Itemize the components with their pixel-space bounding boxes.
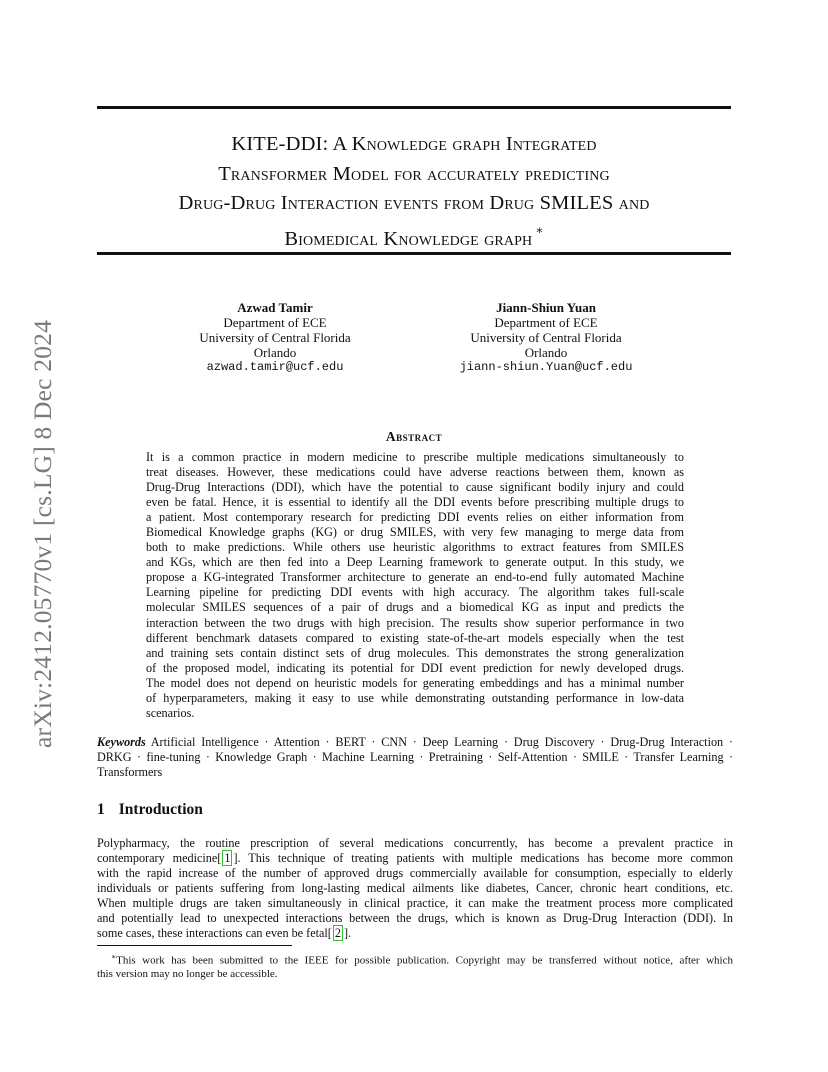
author-block	[145, 300, 405, 375]
intro-line: and potentially lead to unexpected interactions between the drugs, which is known as Drug-Drug Interaction (DDI). In	[97, 911, 733, 926]
title-rule-bottom	[97, 252, 731, 255]
author-block	[416, 300, 676, 375]
abstract-line: both to make predictions. While others use heuristic algorithms to extract features from SMILES	[146, 540, 684, 555]
section-title: Introduction	[118, 801, 203, 818]
abstract-line: It is a common practice in modern medicine to prescribe multiple medications simultaneously to	[146, 450, 684, 464]
keywords-block	[97, 735, 733, 780]
intro-line: Polypharmacy, the routine prescription of several medications concurrently, has become a prevalent practice in	[97, 836, 733, 850]
keywords-line: Transformers	[97, 765, 163, 780]
abstract-line: Learning pipeline for predicting DDI events with high accuracy. The algorithm takes full-scale	[146, 585, 684, 600]
author-university: University of Central Florida	[470, 330, 622, 345]
author-department: Department of ECE	[223, 315, 327, 330]
abstract-line: and KGs, which are then fed into a Deep Learning framework to generate output. In this study, we	[146, 555, 684, 570]
title-line-3: Drug-Drug Interaction events from Drug SMILES and	[178, 192, 650, 214]
abstract-line: treat diseases. However, these medications could have adverse reactions between them, known as	[146, 465, 684, 480]
abstract-line: molecular SMILES sequences of a pair of drugs and a biomedical KG as input and predicts the	[146, 600, 684, 615]
author-department: Department of ECE	[494, 315, 598, 330]
keywords-line: Keywords Artificial Intelligence · Attention · BERT · CNN · Deep Learning · Drug Discovery · Drug-Drug Interaction ·	[97, 735, 733, 749]
keywords-label: Keywords	[97, 735, 146, 749]
abstract-body	[146, 450, 684, 721]
author-name: Jiann-Shiun Yuan	[496, 300, 596, 315]
paper-title	[92, 130, 736, 254]
author-city: Orlando	[253, 345, 297, 360]
footnote-mark: ∗	[111, 952, 117, 961]
footnote	[97, 950, 733, 982]
abstract-line: a patient. Most contemporary research for predicting DDI events relies on either information from	[146, 510, 684, 525]
citation-link[interactable]: 1	[224, 851, 231, 866]
keywords-line: DRKG · fine-tuning · Knowledge Graph · Machine Learning · Pretraining · Self-Attention · SMILE · Transfer Learning ·	[97, 750, 733, 765]
title-line-4: Biomedical Knowledge graph ∗	[284, 222, 544, 250]
intro-line: with the rapid increase of the number of approved drugs commercially available for consumption, especially to elderly	[97, 866, 733, 881]
title-line-2: Transformer Model for accurately predicting	[218, 162, 610, 185]
abstract-line: scenarios.	[146, 705, 195, 720]
abstract-line: Biomedical Knowledge graphs (KG) or drug SMILES, with very few managing to merge data from	[146, 525, 684, 540]
title-rule-top	[97, 106, 731, 109]
arxiv-identifier: arXiv:2412.05770v1 [cs.LG] 8 Dec 2024	[28, 319, 57, 748]
introduction-body	[97, 836, 733, 941]
abstract-line: The model does not depend on heuristic models for generating embeddings and has a minimal number	[146, 675, 684, 690]
section-heading	[97, 801, 203, 819]
abstract-line: even be fatal. Hence, it is essential to identify all the DDI events before prescribing multiple drugs to	[146, 495, 684, 510]
author-email[interactable]: azwad.tamir@ucf.edu	[206, 360, 344, 374]
abstract-line: of the proposed model, indicating its potential for DDI event prediction for newly developed drugs.	[146, 660, 684, 675]
abstract-line: propose a KG-integrated Transformer architecture to generate an end-to-end fully automated Machine	[146, 570, 684, 585]
footnote-line: this version may no longer be accessible.	[97, 968, 278, 981]
author-name: Azwad Tamir	[237, 300, 313, 315]
footnote-line: ∗This work has been submitted to the IEEE for possible publication. Copyright may be transferred without notice, after which	[111, 952, 733, 967]
intro-line: When multiple drugs are taken simultaneously in clinical practice, it can make the treatment process more complicated	[97, 896, 733, 911]
abstract-line: interaction between the two drugs with high precision. The results show superior performance in two	[146, 615, 684, 630]
footnote-rule	[97, 945, 292, 946]
intro-line: individuals or patients suffering from long-lasting medical ailments like diabetes, Cancer, chronic heart conditions, etc.	[97, 881, 733, 896]
abstract-line: and training sets contain distinct sets of drug molecules. This demonstrates the strong generalization	[146, 645, 684, 660]
intro-line: some cases, these interactions can even be fetal[ 2 ].	[97, 926, 352, 941]
section-number: 1	[97, 801, 105, 818]
author-university: University of Central Florida	[199, 330, 351, 345]
author-email[interactable]: jiann-shiun.Yuan@ucf.edu	[459, 360, 633, 374]
title-footnote-mark: ∗	[535, 222, 544, 237]
abstract-line: Drug-Drug Interactions (DDI), which have the potential to cause significant bodily injury and could	[146, 480, 684, 495]
intro-line: contemporary medicine[ 1 ]. This technique of treating patients with multiple medications has become more common	[97, 851, 733, 866]
citation-link[interactable]: 2	[334, 926, 341, 941]
abstract-heading: Abstract	[385, 429, 443, 444]
abstract-line: different benchmark datasets compared to existing state-of-the-art models especially when the test	[146, 630, 684, 645]
title-line-1: KITE-DDI: A Knowledge graph Integrated	[231, 133, 597, 155]
abstract-line: of hyperparameters, making it easy to use while demonstrating outstanding performance in low-data	[146, 690, 684, 705]
author-city: Orlando	[524, 345, 568, 360]
